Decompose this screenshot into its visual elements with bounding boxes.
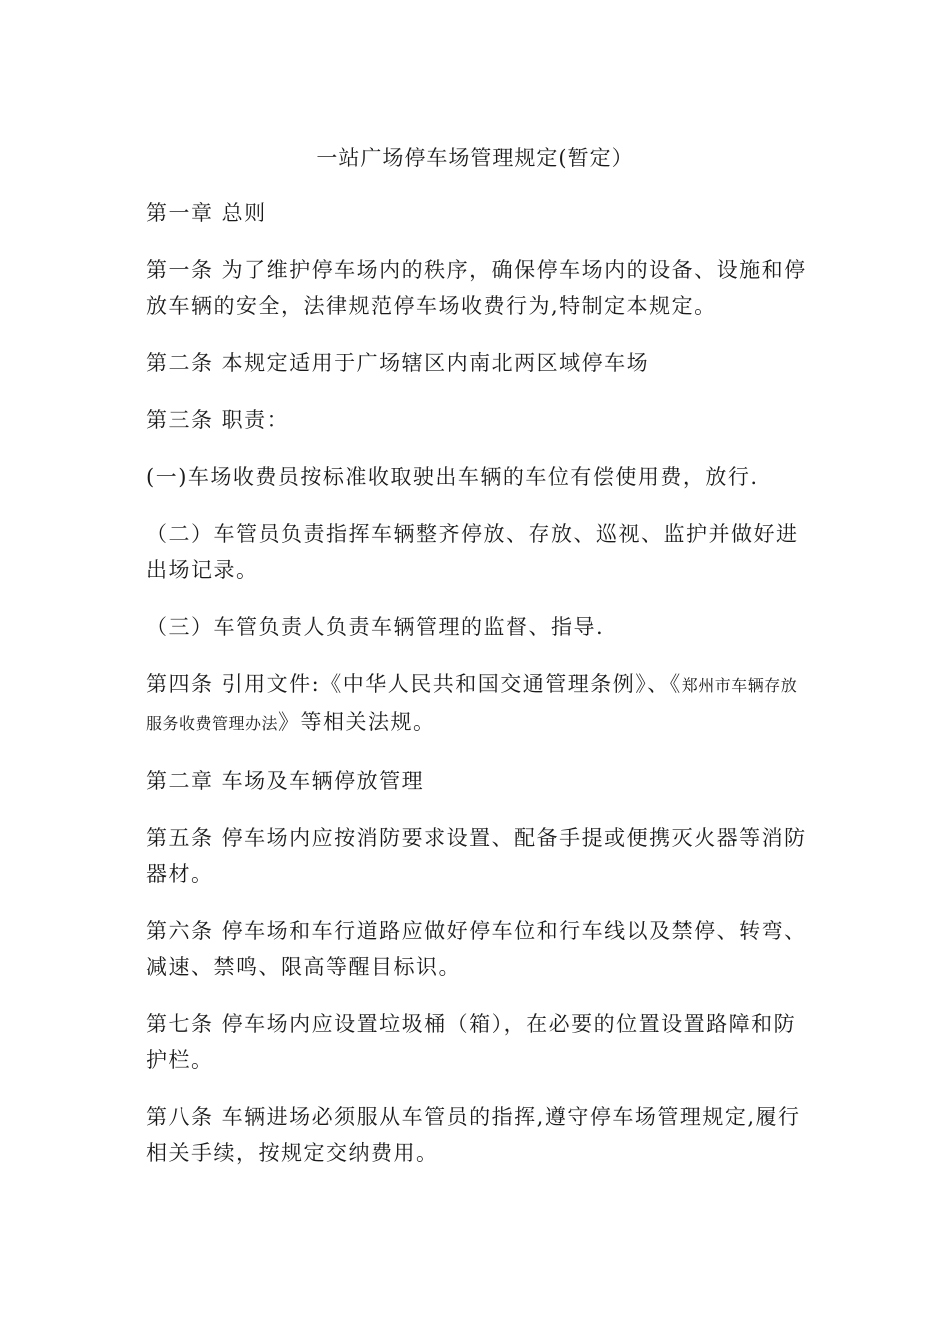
article-4-reference-part1: 郑州市车辆存 <box>681 676 781 695</box>
article-3: 第三条 职责： <box>146 408 290 432</box>
chapter-1-heading: 第一章 总则 <box>146 201 267 225</box>
duty-3: （三）车管负责人负责车辆管理的监督、指导. <box>146 615 605 639</box>
article-4-suffix: 》等相关法规。 <box>278 710 436 734</box>
article-1: 第一条 为了维护停车场内的秩序，确保停车场内的设备、设施和停放车辆的安全，法律规范停车场收费行为,特制定本规定。 <box>146 258 807 318</box>
article-7: 第七条 停车场内应设置垃圾桶（箱），在必要的位置设置路障和防护栏。 <box>146 1012 797 1072</box>
duty-1: (一)车场收费员按标准收取驶出车辆的车位有偿使用费，放行. <box>146 465 759 489</box>
article-8: 第八条 车辆进场必须服从车管员的指挥,遵守停车场管理规定,履行相关手续，按规定交纳费用。 <box>146 1105 801 1165</box>
article-2: 第二条 本规定适用于广场辖区内南北两区域停车场 <box>146 351 650 375</box>
duty-2: （二）车管员负责指挥车辆整齐停放、存放、巡视、监护并做好进出场记录。 <box>146 522 799 582</box>
chapter-2-heading: 第二章 车场及车辆停放管理 <box>146 769 425 793</box>
article-4-prefix: 第四条 引用文件:《中华人民共和国交通管理条例》、《 <box>146 672 682 696</box>
article-4-reference-part2: 放服务收费管理办法 <box>146 676 798 733</box>
document-body <box>146 195 810 1192</box>
article-4 <box>146 666 810 742</box>
document-title: 一站广场停车场管理规定(暂定） <box>316 146 634 170</box>
article-5: 第五条 停车场内应按消防要求设置、配备手提或便携灭火器等消防器材。 <box>146 826 807 886</box>
article-6: 第六条 停车场和车行道路应做好停车位和行车线以及禁停、转弯、减速、禁鸣、限高等醒目标识。 <box>146 919 807 979</box>
